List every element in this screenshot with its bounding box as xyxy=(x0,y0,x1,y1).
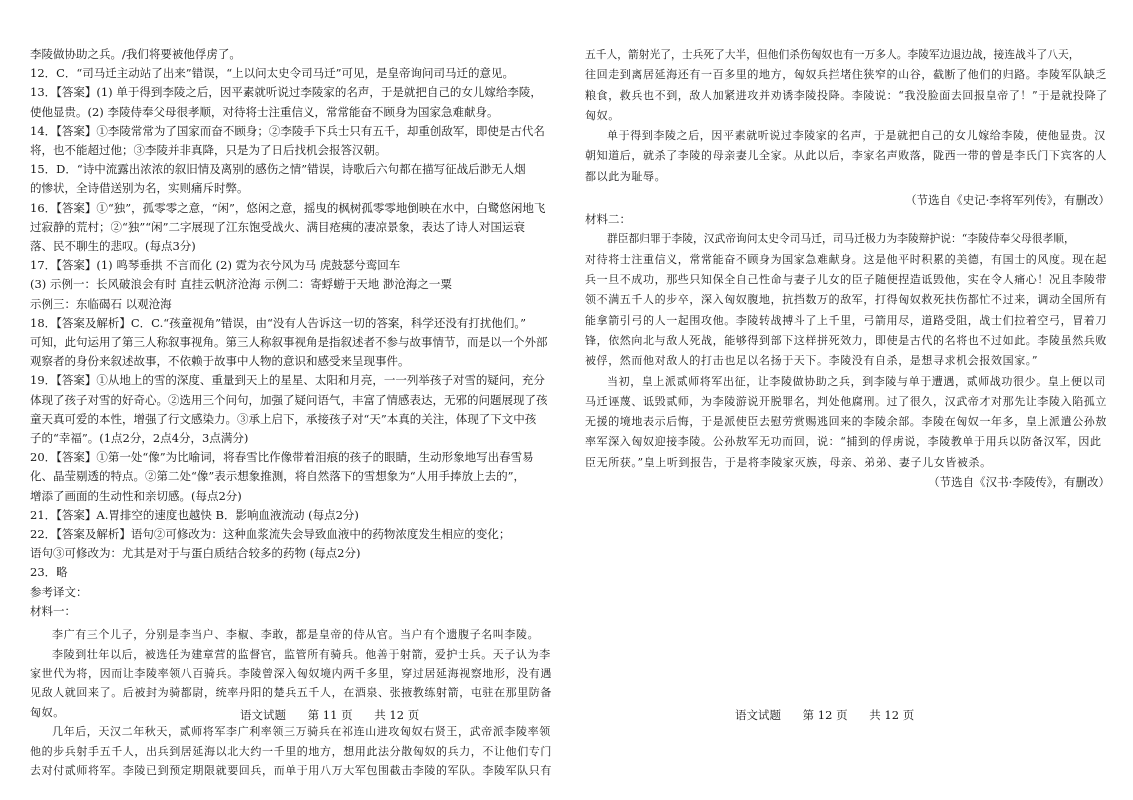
footer-total-pages: 共 12 页 xyxy=(374,708,420,722)
text-line: 12．C．“司马迁主动站了出来”错误，“上以问太史令司马迁”可见，是皇帝询问司马迁的意见。 xyxy=(30,66,514,81)
section-label: 材料一： xyxy=(30,603,76,618)
right-page xyxy=(585,0,1110,800)
translation-line: 能拿箭引弓的人一起围攻他。李陵转战搏斗了上千里，弓箭用尽，道路受阻，战士们拉着空弓，冒着刀 xyxy=(585,313,1107,327)
translation-continued xyxy=(585,45,1110,492)
translation-line: 家世代为将，因而让李陵率领八百骑兵。李陵曾深入匈奴境内两千多里，穿过居延海视察地形，没有遇 xyxy=(30,666,552,680)
translation-line: 粮食，救兵也不到，敌人加紧进攻并劝诱李陵投降。李陵说：“我没脸面去回报皇帝了！”于是就投降了 xyxy=(585,88,1108,102)
text-line: 19．【答案】①从地上的雪的深度、重量到天上的星星、太阳和月亮，一一列举孩子对雪的疑问，充分 xyxy=(30,373,545,388)
page-footer xyxy=(240,707,437,723)
translation-line: 对待将士注重信义，常常能奋不顾身为国家急难献身。这是他平时积累的美德，有国士的风度。现在起 xyxy=(585,252,1107,266)
translation-line: 臣无所获。”皇上听到报告，于是将李陵家灭族，母亲、弟弟、妻子儿女皆被杀。 xyxy=(585,455,992,469)
text-line: 李陵做协助之兵。/我们将要被他俘虏了。 xyxy=(30,47,241,61)
page-footer xyxy=(735,707,932,723)
text-line: 21．【答案】A.胃排空的速度也越快 B．影响血液流动 (每点2分) xyxy=(30,507,359,522)
translation-material-1 xyxy=(30,625,558,780)
text-line: 参考译文： xyxy=(30,584,88,599)
translation-line: 去对付贰师将军。李陵已到预定期限就要回兵，而单于用八万大军包围截击李陵的军队。李陵军队只有 xyxy=(30,763,552,777)
text-line: 语句③可修改为：尤其是对于与蛋白质结合较多的药物 (每点2分) xyxy=(30,546,361,561)
translation-line: 李陵到壮年以后，被选任为建章营的监督官，监管所有骑兵。他善于射箭，爱护士兵。天子认为李 xyxy=(52,647,551,661)
translation-material-2 xyxy=(585,229,1110,473)
section-label: 材料二： xyxy=(585,212,631,227)
translation-line: 五千人，箭射光了，士兵死了大半，但他们杀伤匈奴也有一万多人。李陵军边退边战，接连战斗了八天， xyxy=(585,48,1080,61)
translation-line: 朝知道后，就杀了李陵的母亲妻儿全家。从此以后，李家名声败落，陇西一带的曾是李氏门下宾客的人 xyxy=(585,149,1107,163)
footer-subject: 语文试题 xyxy=(735,708,781,722)
text-line: 22．【答案及解析】语句②可修改为：这种血浆流失会导致血液中的药物浓度发生相应的变化； xyxy=(30,527,511,542)
translation-line: 率军深入匈奴迎接李陵。公孙敖军无功而回，说：“捕到的俘虏说，李陵教单于用兵以防备汉军，因此 xyxy=(585,435,1102,449)
text-line: 23．略 xyxy=(30,565,68,580)
text-line: 增添了画面的生动性和亲切感。(每点2分) xyxy=(30,488,242,503)
text-line: 的惨状，全诗借送别为名，实则痛斥时弊。 xyxy=(30,181,249,196)
text-line: 20．【答案】①第一处“像”为比喻词，将春雪比作像带着泪痕的孩子的眼睛，生动形象地写出春雪易 xyxy=(30,450,534,465)
answer-key xyxy=(30,45,558,780)
footer-total-pages: 共 12 页 xyxy=(869,708,915,722)
text-line: 可知，此句运用了第三人称叙事视角。第三人称叙事视角是指叙述者不参与故事情节，而是以一个外部 xyxy=(30,335,548,350)
translation-line: 锋，依然向北与敌人死战，能够得到部下这样拼死效力，即使是古代的名将也不过如此。李陵虽然兵败 xyxy=(585,333,1107,347)
translation-line: 群臣都归罪于李陵，汉武帝询问太史令司马迁，司马迁极力为李陵辩护说：“李陵侍奉父母很孝顺， xyxy=(607,232,1075,246)
source-citation: （节选自《史记·李将军列传》，有删改） xyxy=(905,193,1110,208)
text-line: 体现了孩子对雪的好奇心。②选用三个问句，加强了疑问语气，丰富了情感表达，无邪的问题展现了孩 xyxy=(30,392,548,407)
text-line: 过寂静的荒村；②“独”“闲”二字展现了江东饱受战火、满目疮痍的凄凉景象，表达了诗人对国运衰 xyxy=(30,219,526,234)
translation-line: 李广有三个儿子，分别是李当户、李椒、李敢，都是皇帝的侍从官。当户有个遗腹子名叫李陵。 xyxy=(52,628,540,642)
translation-line: 几年后，天汉二年秋天，贰师将军李广利率领三万骑兵在祁连山进攻匈奴右贤王，武帝派李陵率领 xyxy=(52,725,551,739)
translation-line: 兵一旦不成功，那些只知保全自己性命与妻子儿女的臣子随便捏造诋毁他，实在令人痛心！况且李陵带 xyxy=(585,273,1107,287)
text-line: 落、民不聊生的悲叹。(每点3分) xyxy=(30,239,196,254)
translation-line: 无援的境地表示后悔，于是派使臣去慰劳赏赐逃回来的李陵余部。李陵在匈奴一年多，皇上派遣公孙敖 xyxy=(585,415,1107,429)
footer-page-number: 第 11 页 xyxy=(307,708,353,722)
text-line: 18．【答案及解析】C．C.“孩童视角”错误，由“没有人告诉这一切的答案，科学还没有打扰他们。” xyxy=(30,315,526,330)
translation-line: 马迁诬蔑、诋毁贰师，为李陵游说开脱罪名，判处他腐刑。过了很久，汉武帝才对那先让李陵入陷孤立 xyxy=(585,394,1107,408)
left-page xyxy=(30,0,558,800)
footer-page-number: 第 12 页 xyxy=(802,708,848,722)
translation-line: 匈奴。 xyxy=(30,705,65,719)
translation-line: 单于得到李陵之后，因平素就听说过李陵家的名声，于是就把自己的女儿嫁给李陵，使他显贵。汉 xyxy=(607,129,1106,143)
source-citation: （节选自《汉书·李陵传》，有删改） xyxy=(928,475,1110,490)
text-line: 14．【答案】①李陵常常为了国家而奋不顾身；②李陵手下兵士只有五千，却重创敌军，即使是古代名 xyxy=(30,123,545,138)
text-line: 示例三：东临碣石 以观沧海 xyxy=(30,296,172,311)
translation-line: 都以此为耻辱。 xyxy=(585,169,667,183)
text-line: 15．D．“诗中流露出浓浓的叙旧情及离别的感伤之情”错误，诗歌后六句都在描写征战后渺无人烟 xyxy=(30,162,526,177)
text-line: (3) 示例一：长风破浪会有时 直挂云帆济沧海 示例二：寄蜉蝣于天地 渺沧海之一粟 xyxy=(30,277,452,292)
translation-line: 当初，皇上派贰师将军出征，让李陵做协助之兵，到李陵与单于遭遇，贰师战功很少。皇上便以司 xyxy=(607,374,1106,388)
translation-material-1-cont xyxy=(585,45,1110,187)
text-line: 将，也不能超过他；③李陵并非真降，只是为了日后找机会报答汉朝。 xyxy=(30,143,387,158)
translation-line: 他的步兵射手五千人，出兵到居延海以北大约一千里的地方，想用此法分散匈奴的兵力，不让他们专门 xyxy=(30,744,552,758)
text-line: 使他显贵。(2) 李陵侍奉父母很孝顺，对待将士注重信义，常常能奋不顾身为国家急难献身。 xyxy=(30,104,499,119)
text-line: 观察者的身份来叙述故事，不依赖于故事中人物的意识和感受来呈现事件。 xyxy=(30,354,410,369)
translation-line: 往回走到离居延海还有一百多里的地方，匈奴兵拦堵住狭窄的山谷，截断了他们的归路。李陵军队缺乏 xyxy=(585,68,1107,82)
text-line: 17．【答案】(1) 鸣琴垂拱 不言而化 (2) 霓为衣兮风为马 虎鼓瑟兮鸾回车 xyxy=(30,258,401,273)
text-line: 化、晶莹剔透的特点。②第二处“像”表示想象推测，将自然落下的雪想象为“人用手捧放上去的”， xyxy=(30,469,526,484)
text-line: 子的“幸福”。(1点2分，2点4分，3点满分) xyxy=(30,431,249,446)
footer-subject: 语文试题 xyxy=(240,708,286,722)
translation-line: 领不满五千人的步卒，深入匈奴腹地，抗挡数万的敌军，打得匈奴救死扶伤都忙不过来，调动全国所有 xyxy=(585,293,1107,307)
translation-line: 见敌人就回来了。后被封为骑都尉，统率丹阳的楚兵五千人，在酒泉、张掖教练射箭，屯驻在那里防备 xyxy=(30,686,552,700)
text-line: 13．【答案】(1) 单于得到李陵之后，因平素就听说过李陵家的名声，于是就把自己的女儿嫁给李陵， xyxy=(30,85,542,100)
text-line: 童天真可爱的本性，增强了行文感染力。③承上启下，承接孩子对“天”本真的关注，体现了下文中孩 xyxy=(30,411,537,426)
text-line: 16．【答案】①“独”，孤零零之意，“闲”，悠闲之意，摇曳的枫树孤零零地倒映在水中，白鹭悠闲地飞 xyxy=(30,200,546,215)
translation-line: 匈奴。 xyxy=(585,108,620,122)
translation-line: 被俘，然而他对敌人的打击也足以名扬于天下。李陵没有自杀，是想寻求机会报效国家。” xyxy=(585,354,1039,368)
